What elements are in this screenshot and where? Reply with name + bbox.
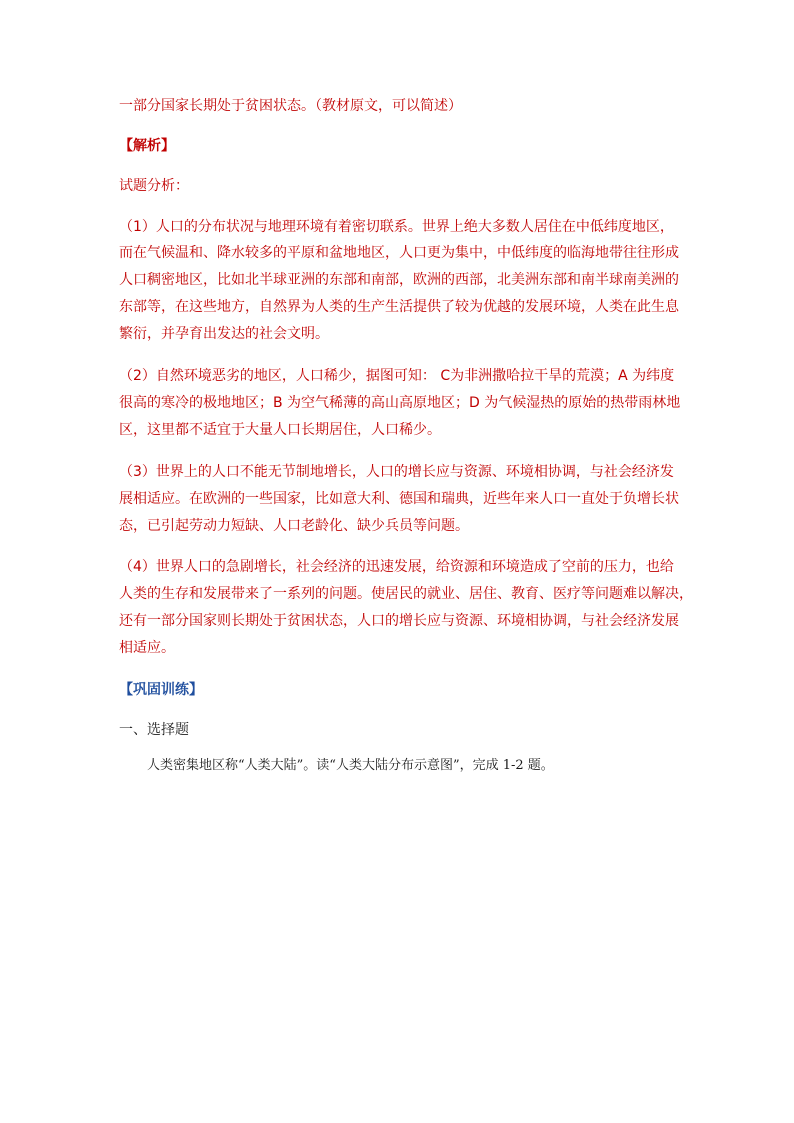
analysis-p1-line: 东部等，在这些地方，自然界为人类的生产生活提供了较为优越的发展环境，人类在此生息 xyxy=(119,299,679,315)
answer-text-line: 一部分国家长期处于贫困状态。（教材原文，可以简述） xyxy=(119,98,462,114)
section-title: 一、选择题 xyxy=(119,722,189,738)
analysis-p2-line: 区，这里都不适宜于大量人口长期居住，人口稀少。 xyxy=(119,422,441,438)
practice-heading: 【巩固训练】 xyxy=(119,682,203,698)
analysis-p2-line: （2）自然环境恶劣的地区，人口稀少，据图可知： C为非洲撒哈拉干旱的荒漠；A 为纬度 xyxy=(119,368,675,384)
analysis-p4-line: 人类的生存和发展带来了一系列的问题。使居民的就业、居住、教育、医疗等问题难以解决， xyxy=(119,586,693,602)
analysis-p1-line: 繁衍，并孕育出发达的社会文明。 xyxy=(119,326,329,342)
analysis-p2-line: 很高的寒冷的极地地区；B 为空气稀薄的高山高原地区；D 为气候湿热的原始的热带雨林地 xyxy=(119,395,681,411)
analysis-heading: 【解析】 xyxy=(119,138,175,154)
analysis-p1-line: 而在气候温和、降水较多的平原和盆地地区，人口更为集中，中低纬度的临海地带往往形成 xyxy=(119,245,679,261)
analysis-p4-line: （4）世界人口的急剧增长，社会经济的迅速发展，给资源和环境造成了空前的压力，也给 xyxy=(119,559,674,575)
analysis-p3-line: （3）世界上的人口不能无节制地增长，人口的增长应与资源、环境相协调，与社会经济发 xyxy=(119,464,674,480)
analysis-p1-line: 人口稠密地区，比如北半球亚洲的东部和南部，欧洲的西部，北美洲东部和南半球南美洲的 xyxy=(119,272,679,288)
analysis-p4-line: 相适应。 xyxy=(119,640,175,656)
analysis-p4-line: 还有一部分国家则长期处于贫困状态，人口的增长应与资源、环境相协调，与社会经济发展 xyxy=(119,613,679,629)
question-stem: 人类密集地区称“人类大陆”。读“人类大陆分布示意图”，完成 1-2 题。 xyxy=(147,758,554,773)
analysis-intro: 试题分析： xyxy=(119,178,189,194)
analysis-p1-line: （1）人口的分布状况与地理环境有着密切联系。世界上绝大多数人居住在中低纬度地区， xyxy=(119,219,674,235)
analysis-p3-line: 展相适应。在欧洲的一些国家，比如意大利、德国和瑞典，近些年来人口一直处于负增长状 xyxy=(119,491,679,507)
analysis-p3-line: 态，已引起劳动力短缺、人口老龄化、缺少兵员等问题。 xyxy=(119,518,469,534)
